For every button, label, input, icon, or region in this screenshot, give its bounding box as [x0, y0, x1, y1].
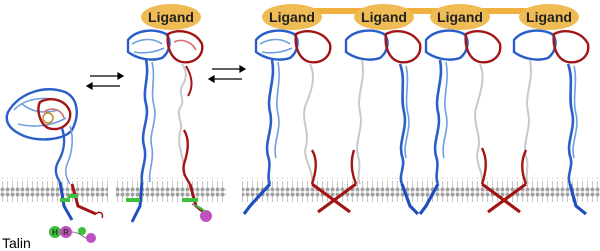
talin-head-domain: [49, 226, 61, 238]
ligand-cluster-bar: [290, 8, 560, 14]
ligand-label: Ligand: [361, 9, 407, 25]
talin-domain-r: R: [63, 228, 69, 237]
integrin-active-4: [514, 31, 588, 184]
ligand-4: [430, 4, 490, 30]
ligand-label: Ligand: [148, 9, 194, 25]
ligand-1: [141, 4, 201, 30]
ligand-3: [354, 4, 414, 30]
talin-label: Talin: [2, 235, 31, 251]
ligand-label: Ligand: [437, 9, 483, 25]
ligand-5: [519, 4, 579, 30]
membrane-bilayer: [0, 178, 600, 202]
talin-free: [2, 226, 96, 251]
integrin-active-2: [346, 31, 420, 184]
integrin-active-1: [256, 31, 330, 184]
ligand-group: [141, 4, 579, 30]
equilibrium-arrows-1: [87, 73, 123, 89]
equilibrium-arrows-2: [209, 66, 245, 82]
ligand-label: Ligand: [269, 9, 315, 25]
talin-domain-h: H: [52, 228, 58, 237]
talin-rod-domain: [60, 226, 72, 238]
ligand-2: [262, 4, 322, 30]
integrin-active-3: [426, 31, 500, 184]
ligand-label: Ligand: [526, 9, 572, 25]
